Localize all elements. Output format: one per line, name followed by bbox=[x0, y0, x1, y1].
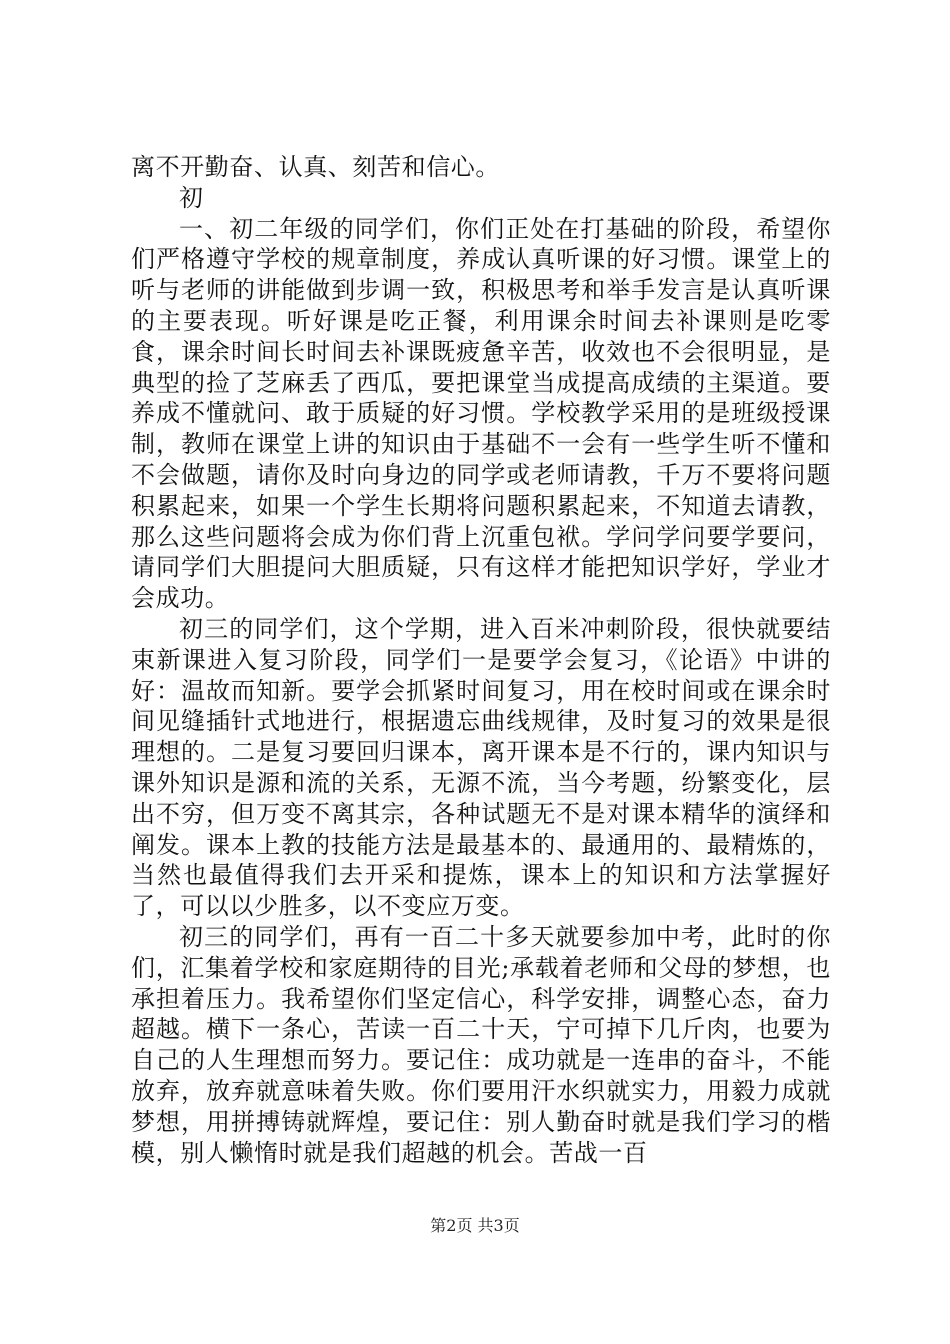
paragraph-grade-three-review: 初三的同学们，这个学期，进入百米冲刺阶段，很快就要结束新课进入复习阶段，同学们一是要学会复习，《论语》中讲的好：温故而知新。要学会抓紧时间复习，用在校时间或在课余时间见缝插针式地进行，根据遗忘曲线规律，及时复习的效果是很理想的。二是复习要回归课本，离开课本是不行的，课内知识与课外知识是源和流的关系，无源不流，当今考题，纷繁变化，层出不穷，但万变不离其宗，各种试题无不是对课本精华的演绎和阐发。课本上教的技能方法是最基本的、最通用的、最精炼的，当然也最值得我们去开采和提炼，课本上的知识和方法掌握好了，可以以少胜多，以不变应万变。 bbox=[131, 614, 831, 921]
document-body bbox=[131, 152, 831, 1168]
paragraph-fragment: 初 bbox=[179, 183, 204, 212]
paragraph-continuation: 离不开勤奋、认真、刻苦和信心。 bbox=[131, 153, 500, 181]
page-number-footer: 第2页 共3页 bbox=[430, 1216, 520, 1235]
paragraph-grade-one-two: 一、初二年级的同学们，你们正处在打基础的阶段，希望你们严格遵守学校的规章制度，养成认真听课的好习惯。课堂上的听与老师的讲能做到步调一致，积极思考和举手发言是认真听课的主要表现。听好课是吃正餐，利用课余时间去补课则是吃零食，课余时间长时间去补课既疲惫辛苦，收效也不会很明显，是典型的捡了芝麻丢了西瓜，要把课堂当成提高成绩的主渠道。要养成不懂就问、敢于质疑的好习惯。学校教学采用的是班级授课制，教师在课堂上讲的知识由于基础不一会有一些学生听不懂和不会做题，请你及时向身边的同学或老师请教，千万不要将问题积累起来，如果一个学生长期将问题积累起来，不知道去请教，那么这些问题将会成为你们背上沉重包袱。学问学问要学要问，请同学们大胆提问大胆质疑，只有这样才能把知识学好，学业才会成功。 bbox=[131, 214, 831, 613]
paragraph-grade-three-exam: 初三的同学们，再有一百二十多天就要参加中考，此时的你们，汇集着学校和家庭期待的目光;承载着老师和父母的梦想，也承担着压力。我希望你们坚定信心，科学安排，调整心态，奋力超越。横下一条心，苦读一百二十天，宁可掉下几斤肉，也要为自己的人生理想而努力。要记住：成功就是一连串的奋斗，不能放弃，放弃就意味着失败。你们要用汗水织就实力，用毅力成就梦想，用拼搏铸就辉煌，要记住：别人勤奋时就是我们学习的楷模，别人懒惰时就是我们超越的机会。苦战一百 bbox=[131, 922, 831, 1167]
